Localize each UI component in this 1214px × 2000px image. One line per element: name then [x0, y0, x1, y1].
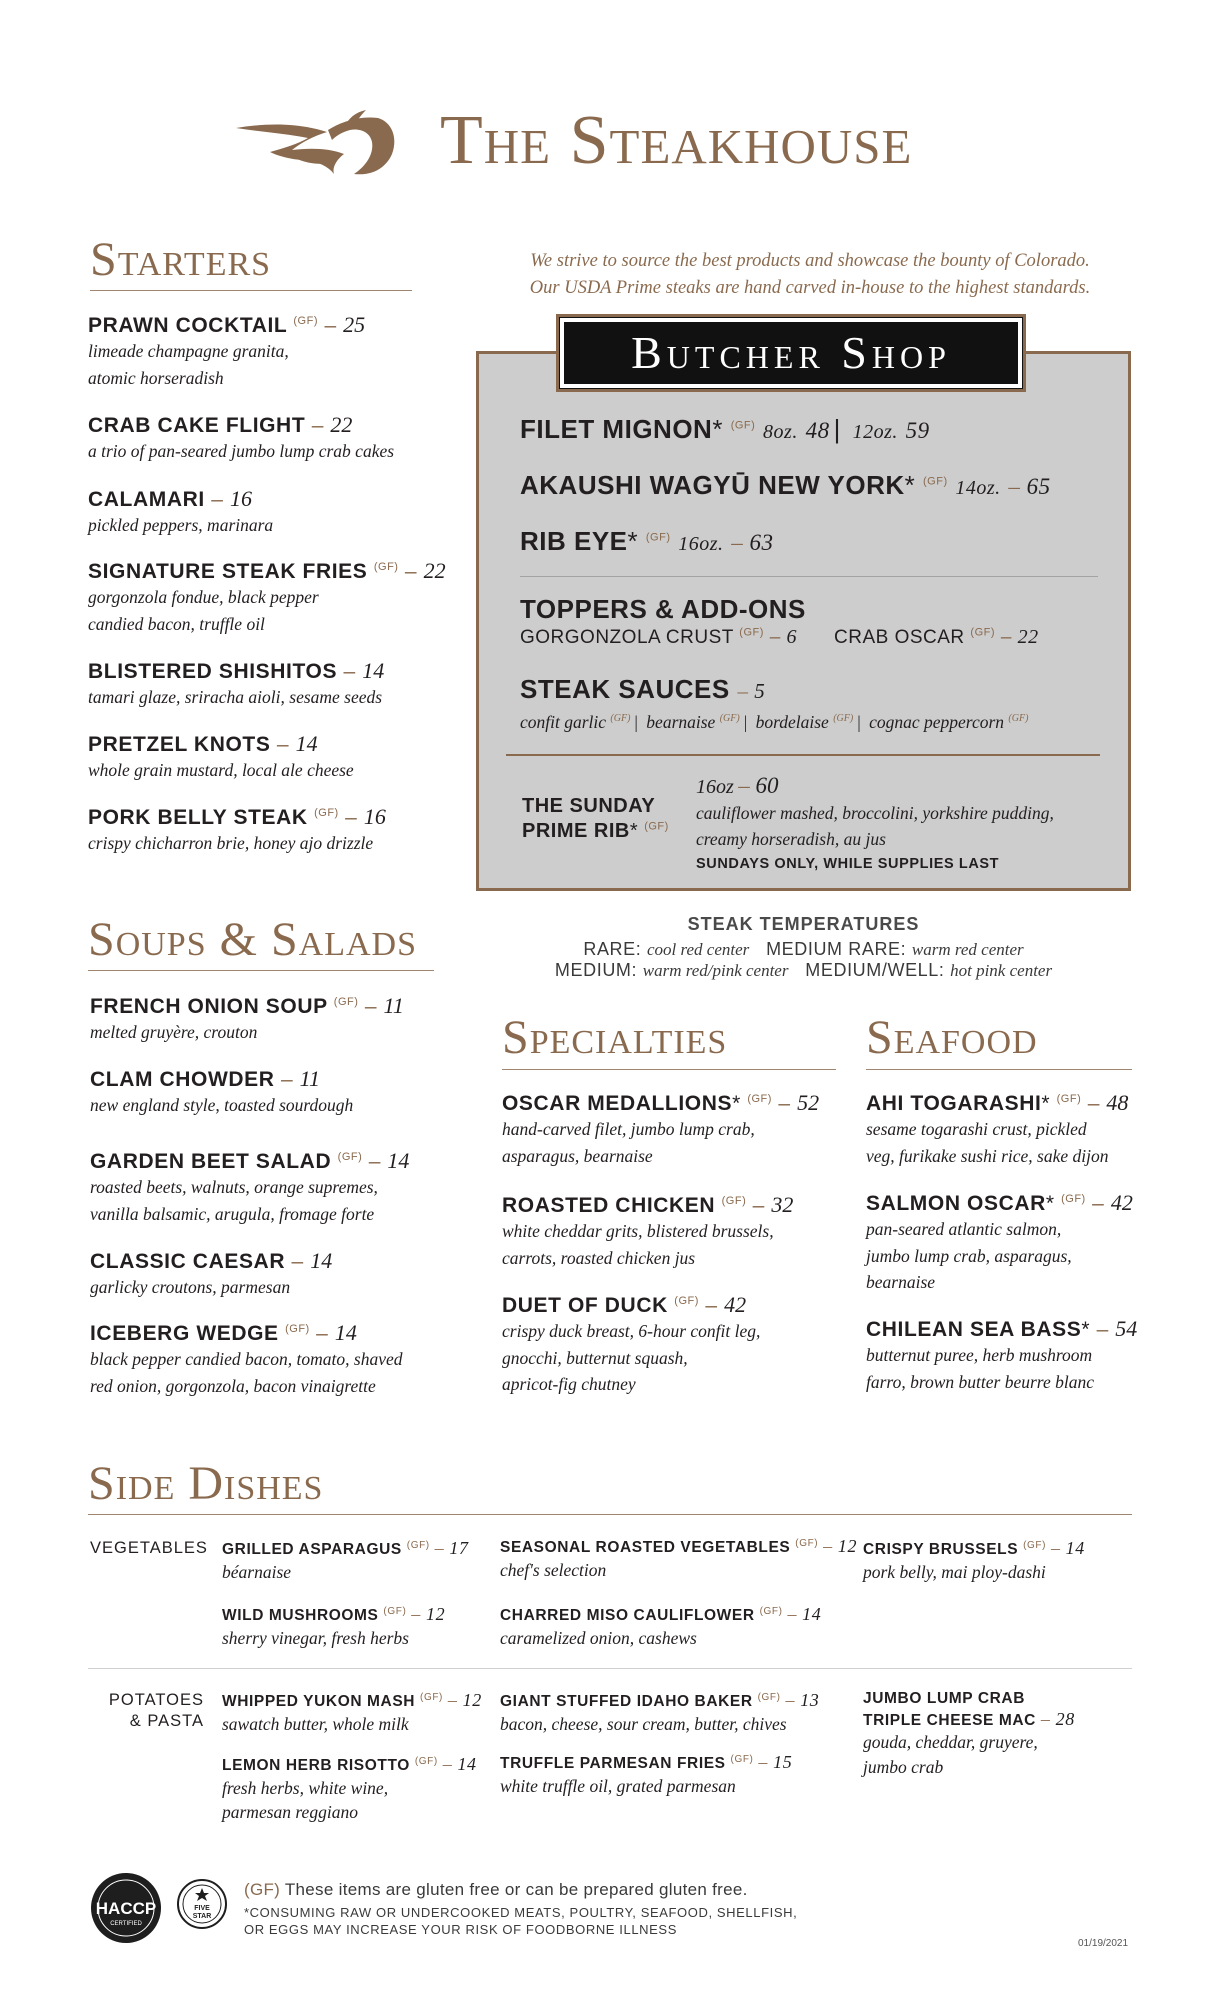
item-name: THE SUNDAY [522, 795, 656, 817]
item-description: candied bacon, truffle oil [88, 613, 265, 634]
bull-logo-icon [232, 108, 400, 180]
item-name: RIB EYE [520, 526, 628, 556]
gf-marker: (GF) [406, 1539, 430, 1551]
side-item-grilled-asparagus: GRILLED ASPARAGUS $^{(GF)}$ – 17 béarnaise [222, 1538, 469, 1584]
item-description: asparagus, bearnaise [502, 1145, 653, 1166]
five-star-label: FIVE [194, 1905, 210, 1912]
raw-warning-star: * [629, 820, 639, 842]
item-name: SEASONAL ROASTED VEGETABLES [500, 1539, 791, 1556]
topper-gorgonzola-crust: GORGONZOLA CRUST $^{(GF)}$ – 6 [520, 626, 798, 648]
item-description: cauliflower mashed, broccolini, yorkshire pudding, [696, 802, 1054, 823]
item-name: CHARRED MISO CAULIFLOWER [500, 1607, 755, 1624]
item-name: PRAWN COCKTAIL [88, 314, 287, 337]
item-description: new england style, toasted sourdough [90, 1095, 354, 1116]
item-price: 14 [387, 1148, 410, 1173]
item-price: 28 [1055, 1708, 1075, 1729]
item-name: CRAB CAKE FLIGHT [88, 414, 306, 437]
temp-label: MEDIUM/WELL: [805, 960, 945, 980]
temp-label: RARE: [583, 939, 642, 959]
item-name: CHILEAN SEA BASS [866, 1318, 1082, 1341]
toppers-heading: TOPPERS & ADD-ONS [520, 594, 806, 624]
gf-marker: (GF) [1023, 1539, 1047, 1551]
item-size: 14oz. [955, 477, 1001, 499]
gf-marker: (GF) [285, 1323, 310, 1335]
gf-legend-label: (GF) [244, 1880, 281, 1899]
gf-marker: (GF) [757, 1691, 781, 1703]
item-description: carrots, roasted chicken jus [502, 1247, 696, 1268]
item-price: 5 [754, 679, 766, 703]
gf-marker: (GF) [383, 1605, 407, 1617]
item-name: WILD MUSHROOMS [222, 1607, 379, 1624]
item-name: OSCAR MEDALLIONS [502, 1092, 733, 1115]
side-item-lemon-herb-risotto: LEMON HERB RISOTTO $^{(GF)}$ – 14 fresh herbs, white wine, parmesan reggiano [222, 1754, 477, 1825]
item-price: 16 [229, 486, 252, 511]
topper-crab-oscar: CRAB OSCAR $^{(GF)}$ – 22 [834, 626, 1039, 648]
sauce-name: bearnaise [646, 712, 716, 732]
item-price: 14 [362, 658, 385, 683]
item-price: 52 [797, 1090, 820, 1115]
item-name: GRILLED ASPARAGUS [222, 1541, 402, 1558]
item-name: SIGNATURE STEAK FRIES [88, 560, 368, 583]
item-price: 22 [330, 412, 353, 437]
side-item-seasonal-roasted-vegetables: SEASONAL ROASTED VEGETABLES $^{(GF)}$ – 12 chef's selection [500, 1536, 857, 1582]
item-description: vanilla balsamic, arugula, fromage forte [90, 1203, 375, 1224]
item-description: whole grain mustard, local ale cheese [88, 760, 354, 781]
menu-item-prawn-cocktail: PRAWN COCKTAIL $^{(GF)}$ – 25 limeade champagne granita, atomic horseradish [88, 312, 365, 391]
menu-item-signature-steak-fries: SIGNATURE STEAK FRIES $^{(GF)}$ – 22 gorgonzola fondue, black pepper candied bacon, truffle oil [88, 558, 446, 637]
side-item-truffle-parmesan-fries: TRUFFLE PARMESAN FRIES $^{(GF)}$ – 15 white truffle oil, grated parmesan [500, 1752, 792, 1798]
category-label: & PASTA [129, 1712, 204, 1731]
item-price: 32 [771, 1192, 794, 1217]
item-name: PRETZEL KNOTS [88, 733, 271, 756]
menu-item-pretzel-knots: PRETZEL KNOTS – 14 whole grain mustard, local ale cheese [88, 731, 354, 784]
item-price: 12 [837, 1536, 858, 1556]
item-description: black pepper candied bacon, tomato, shaved [90, 1349, 403, 1370]
item-description: caramelized onion, cashews [500, 1627, 697, 1648]
menu-item-garden-beet-salad: GARDEN BEET SALAD $^{(GF)}$ – 14 roasted beets, walnuts, orange supremes, vanilla balsamic, arugula, fromage forte [90, 1148, 409, 1227]
item-description: red onion, gorgonzola, bacon vinaigrette [90, 1375, 376, 1396]
consumer-advisory [244, 1905, 844, 1939]
item-description: white cheddar grits, blistered brussels, [502, 1221, 774, 1242]
item-description: butternut puree, herb mushroom [866, 1345, 1093, 1366]
item-description: pork belly, mai ploy-dashi [863, 1561, 1046, 1582]
item-name: TRUFFLE PARMESAN FRIES [500, 1755, 726, 1772]
gf-marker: (GF) [721, 1195, 747, 1207]
item-name: TRIPLE CHEESE MAC [863, 1711, 1036, 1729]
item-description: apricot-fig chutney [502, 1373, 636, 1394]
item-description: bacon, cheese, sour cream, butter, chives [500, 1713, 787, 1734]
item-description: hand-carved filet, jumbo lump crab, [502, 1119, 755, 1140]
temperatures-heading: STEAK TEMPERATURES [687, 914, 920, 934]
sides-rule [88, 1514, 1132, 1515]
item-name: DUET OF DUCK [502, 1294, 668, 1317]
gf-marker: (GF) [759, 1605, 783, 1617]
item-price: 65 [1026, 474, 1051, 499]
gf-marker: (GF) [333, 996, 359, 1008]
raw-warning-star: * [904, 470, 916, 500]
menu-item-rib-eye: RIB EYE* $^{(GF)}$ 16oz. – 63 [520, 526, 774, 556]
item-price: 60 [755, 773, 779, 798]
item-price: 14 [802, 1604, 822, 1624]
item-name: LEMON HERB RISOTTO [222, 1757, 410, 1774]
item-description: jumbo crab [863, 1756, 944, 1777]
haccp-sub-label: CERTIFIED [110, 1921, 142, 1927]
specialties-rule [502, 1069, 836, 1070]
brand-title: The Steakhouse [440, 102, 913, 179]
item-name: AHI TOGARASHI [866, 1092, 1042, 1115]
side-item-wild-mushrooms: WILD MUSHROOMS $^{(GF)}$ – 12 sherry vinegar, fresh herbs [222, 1604, 445, 1650]
sunday-prime-rib-name [522, 794, 669, 844]
item-description: pan-seared atlantic salmon, [866, 1219, 1062, 1240]
item-price: 12 [426, 1604, 446, 1624]
item-description: limeade champagne granita, [88, 341, 289, 362]
raw-warning-star: * [1045, 1192, 1055, 1215]
temp-desc: warm red/pink center [642, 961, 789, 980]
gf-marker: (GF) [645, 531, 671, 544]
raw-warning-star: * [1041, 1092, 1051, 1115]
item-description: atomic horseradish [88, 367, 224, 388]
item-price: 14 [310, 1248, 333, 1273]
item-name: JUMBO LUMP CRAB [863, 1690, 1025, 1707]
item-price: 63 [749, 530, 774, 555]
gf-marker: (GF) [923, 475, 948, 488]
steak-sauce-list: confit garlic $^{(GF)}$ | bearnaise $^{(GF)}$ | bordelaise $^{(GF)}$ | cognac peppercorn $^{(GF)}$ [520, 712, 1029, 732]
item-price: 16 [363, 804, 386, 829]
menu-item-classic-caesar: CLASSIC CAESAR – 14 garlicky croutons, parmesan [90, 1248, 332, 1301]
menu-date: 01/19/2021 [1078, 1938, 1129, 1949]
item-description: sesame togarashi crust, pickled [866, 1119, 1087, 1140]
item-price: 15 [773, 1752, 793, 1772]
item-description: farro, brown butter beurre blanc [866, 1371, 1094, 1392]
item-description: tamari glaze, sriracha aioli, sesame seeds [88, 687, 383, 708]
butcher-shop-title: Butcher Shop [631, 327, 951, 378]
steak-sauces-heading: STEAK SAUCES – 5 [520, 674, 766, 704]
gf-marker: (GF) [1061, 1193, 1086, 1205]
intro-line: Our USDA Prime steaks are hand carved in-house to the highest standards. [529, 277, 1091, 298]
item-price: 22 [1017, 626, 1039, 648]
item-description: sawatch butter, whole milk [222, 1713, 409, 1734]
gf-marker: (GF) [730, 419, 756, 432]
gf-marker: (GF) [739, 626, 764, 639]
gf-marker: (GF) [644, 820, 669, 833]
item-name: ICEBERG WEDGE [90, 1322, 279, 1345]
gf-marker: (GF) [674, 1295, 699, 1307]
gf-legend-text: These items are gluten free or can be prepared gluten free. [284, 1880, 748, 1899]
menu-item-clam-chowder: CLAM CHOWDER – 11 new england style, toasted sourdough [90, 1066, 353, 1119]
seafood-heading: Seafood [866, 1011, 1038, 1064]
gf-marker: (GF) [610, 713, 631, 725]
menu-item-ahi-togarashi: AHI TOGARASHI* $^{(GF)}$ – 48 sesame togarashi crust, pickled veg, furikake sushi rice, sake dijon [866, 1090, 1128, 1169]
item-name: AKAUSHI WAGYŪ NEW YORK [520, 470, 905, 500]
side-item-crispy-brussels: CRISPY BRUSSELS $^{(GF)}$ – 14 pork belly, mai ploy-dashi [863, 1538, 1085, 1584]
gf-marker: (GF) [293, 315, 318, 327]
gluten-free-note [244, 1880, 748, 1900]
item-price: 48 [1106, 1090, 1129, 1115]
side-dishes-heading: Side Dishes [88, 1457, 324, 1510]
side-item-whipped-yukon-mash: WHIPPED YUKON MASH $^{(GF)}$ – 12 sawatch butter, whole milk [222, 1690, 482, 1736]
item-size: 12oz. [852, 421, 898, 443]
item-price: 14 [295, 731, 318, 756]
haccp-label: HACCP [95, 1899, 157, 1918]
item-price: 54 [1115, 1316, 1138, 1341]
gf-marker: (GF) [414, 1755, 438, 1767]
item-name: SALMON OSCAR [866, 1192, 1046, 1215]
item-size: 8oz. [763, 421, 798, 443]
specialties-heading: Specialties [502, 1011, 728, 1064]
item-description: melted gruyère, crouton [90, 1022, 258, 1043]
intro-line: We strive to source the best products and showcase the bounty of Colorado. [530, 251, 1090, 271]
item-description: roasted beets, walnuts, orange supremes, [90, 1177, 378, 1198]
five-star-badge-icon [174, 1870, 230, 1946]
item-name: FRENCH ONION SOUP [90, 995, 328, 1018]
item-name: CLASSIC CAESAR [90, 1250, 286, 1273]
gf-marker: (GF) [795, 1537, 819, 1549]
gf-marker: (GF) [719, 713, 740, 725]
item-name: GORGONZOLA CRUST [520, 627, 734, 648]
advisory-line: *CONSUMING RAW OR UNDERCOOKED MEATS, POULTRY, SEAFOOD, SHELLFISH, [244, 1905, 798, 1920]
menu-item-french-onion-soup: FRENCH ONION SOUP $^{(GF)}$ – 11 melted gruyère, crouton [90, 993, 404, 1046]
item-description: gouda, cheddar, gruyere, [863, 1732, 1038, 1753]
item-name: PRIME RIB [522, 820, 630, 842]
gf-marker: (GF) [314, 807, 339, 819]
side-item-crab-triple-cheese-mac: JUMBO LUMP CRAB TRIPLE CHEESE MAC – 28 gouda, cheddar, gruyere, jumbo crab [863, 1690, 1075, 1779]
gf-marker: (GF) [833, 713, 854, 725]
menu-item-crab-cake-flight: CRAB CAKE FLIGHT – 22 a trio of pan-seared jumbo lump crab cakes [88, 412, 394, 465]
menu-item-salmon-oscar: SALMON OSCAR* $^{(GF)}$ – 42 pan-seared atlantic salmon, jumbo lump crab, asparagus, bearnaise [866, 1190, 1133, 1295]
item-price: 25 [343, 312, 366, 337]
item-name: CRISPY BRUSSELS [863, 1541, 1019, 1558]
item-price: 14 [1065, 1538, 1085, 1558]
steak-temperatures [476, 914, 1131, 981]
temp-label: MEDIUM RARE: [766, 939, 907, 959]
soups-salads-heading: Soups & Salads [88, 913, 417, 966]
gf-marker: (GF) [730, 1753, 754, 1765]
butcher-divider [520, 576, 1098, 577]
item-description: sherry vinegar, fresh herbs [222, 1627, 409, 1648]
item-description: parmesan reggiano [222, 1802, 358, 1823]
item-description: crispy duck breast, 6-hour confit leg, [502, 1321, 761, 1342]
gf-marker: (GF) [970, 626, 996, 639]
raw-warning-star: * [1081, 1318, 1091, 1341]
gf-marker: (GF) [373, 561, 399, 573]
item-price: 42 [724, 1292, 747, 1317]
item-price: 11 [299, 1066, 321, 1091]
item-description: fresh herbs, white wine, [222, 1777, 389, 1798]
temp-desc: cool red center [646, 940, 750, 959]
item-name: CALAMARI [88, 488, 205, 511]
item-description: gnocchi, butternut squash, [502, 1347, 688, 1368]
menu-item-iceberg-wedge: ICEBERG WEDGE $^{(GF)}$ – 14 black pepper candied bacon, tomato, shaved red onion, gorgonzola, bacon vinaigrette [90, 1320, 403, 1399]
sunday-prime-rib-details: 16oz – 60 cauliflower mashed, broccolini, yorkshire pudding, creamy horseradish, au jus SUNDAYS ONLY, WHILE SUPPLIES LAST [696, 773, 1054, 873]
item-price: 22 [423, 558, 446, 583]
temp-desc: hot pink center [950, 961, 1053, 980]
side-item-giant-stuffed-idaho-baker: GIANT STUFFED IDAHO BAKER $^{(GF)}$ – 13 bacon, cheese, sour cream, butter, chives [500, 1690, 819, 1736]
gf-marker: (GF) [1056, 1093, 1082, 1105]
sides-divider [88, 1668, 1132, 1669]
menu-item-pork-belly-steak: PORK BELLY STEAK $^{(GF)}$ – 16 crispy chicharron brie, honey ajo drizzle [88, 804, 386, 857]
item-price: 17 [449, 1538, 469, 1558]
item-price: 59 [905, 418, 930, 443]
item-price: 14 [334, 1320, 357, 1345]
item-price: 6 [786, 626, 798, 648]
temp-label: MEDIUM: [554, 960, 638, 980]
raw-warning-star: * [712, 414, 723, 444]
gf-marker: (GF) [1008, 713, 1029, 725]
item-description: garlicky croutons, parmesan [90, 1277, 291, 1298]
side-item-charred-miso-cauliflower: CHARRED MISO CAULIFLOWER $^{(GF)}$ – 14 caramelized onion, cashews [500, 1604, 821, 1650]
item-size: 16oz [696, 776, 734, 798]
item-name: WHIPPED YUKON MASH [222, 1693, 416, 1710]
raw-warning-star: * [627, 526, 639, 556]
menu-item-akaushi-wagyu: AKAUSHI WAGYŪ NEW YORK* $^{(GF)}$ 14oz. – 65 [520, 470, 1051, 500]
gf-marker: (GF) [337, 1151, 363, 1163]
item-name: GIANT STUFFED IDAHO BAKER [500, 1693, 753, 1710]
temp-desc: warm red center [911, 940, 1024, 959]
item-description: pickled peppers, marinara [88, 515, 274, 536]
sauce-name: confit garlic [520, 712, 607, 732]
item-price: 14 [457, 1754, 477, 1774]
item-size: 16oz. [678, 533, 724, 555]
item-description: gorgonzola fondue, black pepper [88, 587, 319, 608]
item-description: bearnaise [866, 1271, 936, 1292]
five-star-label: STAR [192, 1913, 212, 1920]
menu-item-calamari: CALAMARI – 16 pickled peppers, marinara [88, 486, 273, 539]
item-price: 13 [800, 1690, 820, 1710]
item-description: jumbo lump crab, asparagus, [866, 1245, 1072, 1266]
item-name: FILET MIGNON [520, 414, 713, 444]
item-price: 48 [805, 418, 830, 443]
item-description: chef's selection [500, 1559, 607, 1580]
item-description: béarnaise [222, 1561, 292, 1582]
seafood-rule [866, 1069, 1132, 1070]
sides-category-potatoes-pasta [90, 1690, 204, 1733]
item-name: STEAK SAUCES [520, 674, 730, 704]
gf-marker: (GF) [747, 1093, 772, 1105]
starters-rule [90, 290, 412, 291]
sauce-name: cognac peppercorn [869, 712, 1005, 732]
item-name: BLISTERED SHISHITOS [88, 660, 338, 683]
raw-warning-star: * [732, 1092, 741, 1115]
menu-item-roasted-chicken: ROASTED CHICKEN $^{(GF)}$ – 32 white cheddar grits, blistered brussels, carrots, roasted chicken jus [502, 1192, 793, 1271]
item-price: 12 [462, 1690, 482, 1710]
item-description: white truffle oil, grated parmesan [500, 1775, 736, 1796]
advisory-line: OR EGGS MAY INCREASE YOUR RISK OF FOODBORNE ILLNESS [244, 1921, 677, 1937]
sunday-note: SUNDAYS ONLY, WHILE SUPPLIES LAST [696, 856, 1000, 873]
menu-item-chilean-sea-bass: CHILEAN SEA BASS* – 54 butternut puree, herb mushroom farro, brown butter beurre blanc [866, 1316, 1137, 1395]
menu-item-duet-of-duck: DUET OF DUCK $^{(GF)}$ – 42 crispy duck breast, 6-hour confit leg, gnocchi, butternut squash, apricot-fig chutney [502, 1292, 760, 1397]
category-label: POTATOES [108, 1691, 204, 1709]
item-name: GARDEN BEET SALAD [90, 1150, 332, 1173]
item-name: CRAB OSCAR [834, 627, 965, 648]
sauce-name: bordelaise [755, 712, 829, 732]
item-name: ROASTED CHICKEN [502, 1194, 716, 1217]
item-description: crispy chicharron brie, honey ajo drizzle [88, 833, 374, 854]
item-description: creamy horseradish, au jus [696, 828, 886, 849]
item-price: 11 [383, 993, 404, 1018]
item-description: veg, furikake sushi rice, sake dijon [866, 1145, 1109, 1166]
intro-text [480, 248, 1140, 302]
item-name: CLAM CHOWDER [90, 1068, 275, 1091]
menu-item-blistered-shishitos: BLISTERED SHISHITOS – 14 tamari glaze, sriracha aioli, sesame seeds [88, 658, 384, 711]
item-name: PORK BELLY STEAK [88, 806, 308, 829]
butcher-divider [506, 754, 1100, 756]
menu-item-filet-mignon: FILET MIGNON* $^{(GF)}$ 8oz. 48 | 12oz. 59 [520, 414, 930, 444]
haccp-certified-icon [88, 1870, 164, 1946]
item-description: a trio of pan-seared jumbo lump crab cakes [88, 441, 395, 462]
soups-rule [88, 970, 434, 971]
sides-category-vegetables: VEGETABLES [90, 1539, 208, 1557]
menu-item-oscar-medallions: OSCAR MEDALLIONS* $^{(GF)}$ – 52 hand-carved filet, jumbo lump crab, asparagus, bearnaise [502, 1090, 819, 1169]
item-price: 42 [1110, 1190, 1133, 1215]
gf-marker: (GF) [420, 1691, 443, 1703]
starters-heading: Starters [90, 233, 272, 286]
